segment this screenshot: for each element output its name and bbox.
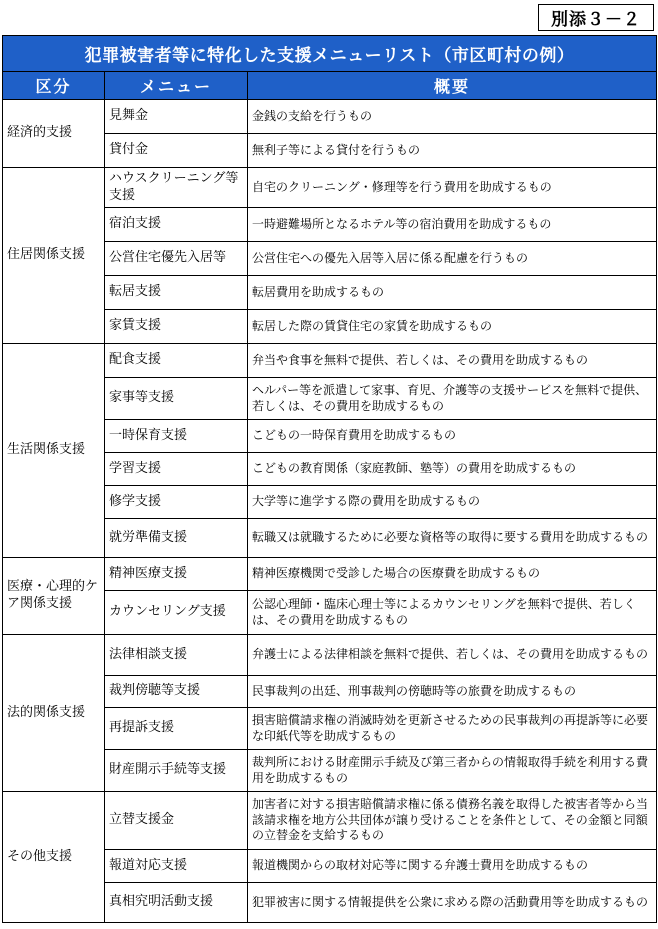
menu-cell: ハウスクリーニング等支援	[105, 168, 248, 208]
summary-cell: 報道機関からの取材対応等に関する弁護士費用を助成するもの	[248, 850, 657, 883]
menu-cell: 家事等支援	[105, 378, 248, 420]
table-row	[3, 635, 657, 676]
menu-cell: 精神医療支援	[105, 558, 248, 591]
summary-cell: 転職又は就職するために必要な資格等の取得に要する費用を助成するもの	[248, 519, 657, 558]
category-cell: 法的関係支援	[3, 635, 105, 792]
category-cell: 医療・心理的ケア関係支援	[3, 558, 105, 635]
header-summary: 概要	[248, 72, 657, 100]
summary-cell: 自宅のクリーニング・修理等を行う費用を助成するもの	[248, 168, 657, 208]
header-menu: メニュー	[105, 72, 248, 100]
summary-cell: 精神医療機関で受診した場合の医療費を助成するもの	[248, 558, 657, 591]
summary-cell: こどもの教育関係（家庭教師、塾等）の費用を助成するもの	[248, 453, 657, 486]
summary-cell: 無利子等による貸付を行うもの	[248, 134, 657, 168]
summary-cell: 転居した際の賃貸住宅の家賃を助成するもの	[248, 310, 657, 344]
menu-cell: 貸付金	[105, 134, 248, 168]
summary-cell: 損害賠償請求権の消滅時効を更新させるための民事裁判の再提訴等に必要な印紙代等を助成するもの	[248, 708, 657, 750]
menu-cell: 報道対応支援	[105, 850, 248, 883]
summary-cell: 裁判所における財産開示手続及び第三者からの情報取得手続を利用する費用を助成するもの	[248, 750, 657, 792]
summary-cell: 金銭の支給を行うもの	[248, 100, 657, 134]
menu-cell: 再提訴支援	[105, 708, 248, 750]
table-row	[3, 558, 657, 591]
menu-cell: 就労準備支援	[105, 519, 248, 558]
menu-cell: 家賃支援	[105, 310, 248, 344]
menu-cell: 裁判傍聴等支援	[105, 676, 248, 708]
summary-cell: 犯罪被害に関する情報提供を公衆に求める際の活動費用等を助成するもの	[248, 883, 657, 923]
menu-cell: カウンセリング支援	[105, 591, 248, 635]
summary-cell: 転居費用を助成するもの	[248, 276, 657, 310]
header-category: 区分	[3, 72, 105, 100]
category-cell: 生活関係支援	[3, 344, 105, 558]
summary-cell: 公認心理師・臨床心理士等によるカウンセリングを無料で提供、若しくは、その費用を助成するもの	[248, 591, 657, 635]
table-row	[3, 344, 657, 378]
summary-cell: 一時避難場所となるホテル等の宿泊費用を助成するもの	[248, 208, 657, 242]
summary-cell: 加害者に対する損害賠償請求権に係る債務名義を取得した被害者等から当該請求権を地方公共団体が譲り受けることを条件として、その金額と同額の立替金を支給するもの	[248, 792, 657, 850]
summary-cell: 公営住宅への優先入居等入居に係る配慮を行うもの	[248, 242, 657, 276]
menu-cell: 法律相談支援	[105, 635, 248, 676]
menu-cell: 宿泊支援	[105, 208, 248, 242]
summary-cell: こどもの一時保育費用を助成するもの	[248, 420, 657, 453]
summary-cell: 弁当や食事を無料で提供、若しくは、その費用を助成するもの	[248, 344, 657, 378]
category-cell: 経済的支援	[3, 100, 105, 168]
menu-cell: 公営住宅優先入居等	[105, 242, 248, 276]
menu-cell: 学習支援	[105, 453, 248, 486]
summary-cell: 弁護士による法律相談を無料で提供、若しくは、その費用を助成するもの	[248, 635, 657, 676]
menu-cell: 立替支援金	[105, 792, 248, 850]
menu-cell: 配食支援	[105, 344, 248, 378]
table-row	[3, 792, 657, 850]
summary-cell: ヘルパー等を派遣して家事、育児、介護等の支援サービスを無料で提供、若しくは、その費用を助成するもの	[248, 378, 657, 420]
summary-cell: 民事裁判の出廷、刑事裁判の傍聴時等の旅費を助成するもの	[248, 676, 657, 708]
menu-cell: 見舞金	[105, 100, 248, 134]
table-row	[3, 168, 657, 208]
table-row	[3, 100, 657, 134]
category-cell: その他支援	[3, 792, 105, 923]
menu-cell: 一時保育支援	[105, 420, 248, 453]
menu-cell: 修学支援	[105, 486, 248, 519]
table-title: 犯罪被害者等に特化した支援メニューリスト（市区町村の例）	[3, 36, 657, 72]
attachment-badge: 別添３－２	[538, 4, 654, 31]
support-menu-table	[2, 35, 657, 923]
menu-cell: 転居支援	[105, 276, 248, 310]
menu-cell: 真相究明活動支援	[105, 883, 248, 923]
category-cell: 住居関係支援	[3, 168, 105, 344]
summary-cell: 大学等に進学する際の費用を助成するもの	[248, 486, 657, 519]
menu-cell: 財産開示手続等支援	[105, 750, 248, 792]
